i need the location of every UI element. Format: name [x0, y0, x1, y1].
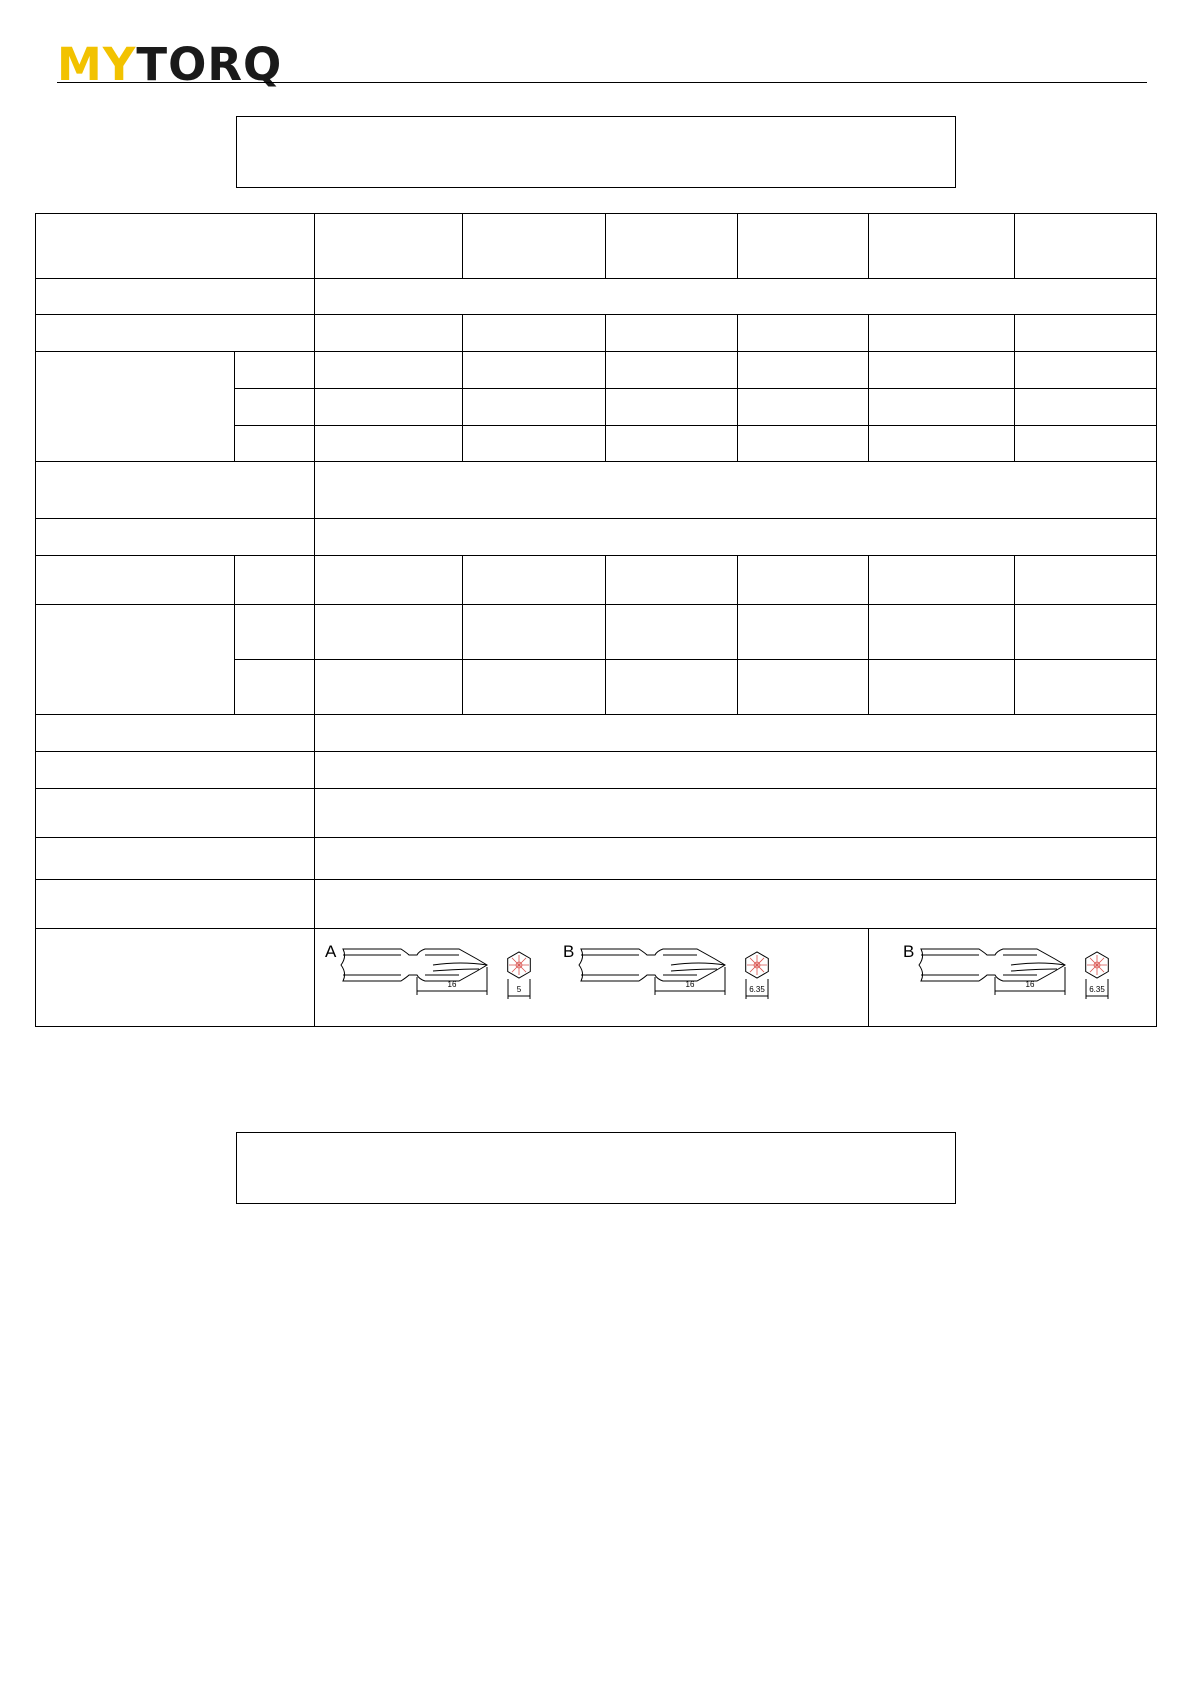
table-cell [738, 660, 869, 715]
bit-shank-outline [341, 949, 487, 981]
table-cell [463, 426, 606, 462]
table-cell [463, 556, 606, 605]
table-cell [315, 880, 1157, 929]
bit-profile [579, 949, 768, 999]
table-row [36, 752, 1157, 789]
table-cell [235, 605, 315, 660]
table-cell [463, 315, 606, 352]
table-row [36, 929, 1157, 1027]
table-cell [869, 389, 1015, 426]
table-cell [738, 605, 869, 660]
bit-flute [671, 969, 717, 971]
table-cell [463, 605, 606, 660]
mytorq-logo [57, 37, 283, 91]
table-cell [36, 715, 315, 752]
bit-flute [1011, 963, 1065, 965]
table-cell [36, 462, 315, 519]
bit-shank-outline [579, 949, 725, 981]
bit-type-letter: B [903, 942, 915, 961]
bit-type-letter: A [325, 942, 337, 961]
table-cell [235, 660, 315, 715]
table-cell [315, 315, 463, 352]
table-cell [869, 352, 1015, 389]
table-cell [869, 426, 1015, 462]
table-cell [1015, 352, 1157, 389]
table-cell [315, 715, 1157, 752]
table-row [36, 279, 1157, 315]
table-cell [606, 352, 738, 389]
table-cell [463, 214, 606, 279]
table-cell [1015, 660, 1157, 715]
table-cell [315, 426, 463, 462]
table-row [36, 556, 1157, 605]
table-cell [606, 605, 738, 660]
table-cell [606, 214, 738, 279]
bit-type-letter: B [563, 942, 575, 961]
logo-part-torq: TORQ [136, 37, 283, 91]
table-cell [1015, 426, 1157, 462]
table-row [36, 519, 1157, 556]
table-cell [315, 838, 1157, 880]
hex-size-label: 6.35 [1089, 985, 1105, 994]
bit-drawing-a [321, 939, 551, 1009]
bit-flute [671, 963, 725, 965]
table-cell [1015, 315, 1157, 352]
table-cell [315, 789, 1157, 838]
table-cell [315, 605, 463, 660]
table-cell [606, 426, 738, 462]
bit-flute [433, 969, 479, 971]
table-cell [36, 279, 315, 315]
bit-profile [341, 949, 530, 999]
table-row [36, 838, 1157, 880]
table-cell [36, 752, 315, 789]
table-cell [463, 660, 606, 715]
hex-size-label: 5 [516, 985, 522, 994]
drawing-cell-b2 [869, 929, 1157, 1027]
table-cell [1015, 389, 1157, 426]
bit-flute [433, 963, 487, 965]
bit-shank-outline [919, 949, 1065, 981]
hex-center-marks [509, 955, 529, 975]
table-cell [1015, 214, 1157, 279]
title-box-top [236, 116, 956, 188]
table-cell [315, 556, 463, 605]
table-cell [315, 352, 463, 389]
title-box-bottom [236, 1132, 956, 1204]
table-cell [1015, 556, 1157, 605]
table-cell [315, 279, 1157, 315]
table-cell [606, 315, 738, 352]
table-cell [36, 519, 315, 556]
hex-center-marks [747, 955, 767, 975]
table-cell [738, 315, 869, 352]
table-cell [36, 556, 235, 605]
table-cell [315, 660, 463, 715]
table-cell [36, 789, 315, 838]
table-cell [36, 880, 315, 929]
table-cell [738, 214, 869, 279]
table-cell [606, 389, 738, 426]
drawing-cell-ab [315, 929, 869, 1027]
table-cell [738, 556, 869, 605]
table-cell [36, 214, 315, 279]
table-cell [36, 838, 315, 880]
table-cell [315, 519, 1157, 556]
table-cell [606, 660, 738, 715]
table-cell [869, 556, 1015, 605]
table-cell [36, 315, 315, 352]
table-row [36, 789, 1157, 838]
table-cell [315, 462, 1157, 519]
table-cell [235, 556, 315, 605]
table-cell [235, 426, 315, 462]
bit-drawing-b-2 [899, 939, 1139, 1009]
bit-flute [1011, 969, 1057, 971]
table-row [36, 462, 1157, 519]
bit-length-label: 16 [685, 980, 695, 989]
table-cell [1015, 605, 1157, 660]
table-cell [738, 426, 869, 462]
table-cell [463, 389, 606, 426]
table-cell [235, 389, 315, 426]
table-cell [36, 929, 315, 1027]
table-cell [315, 214, 463, 279]
table-cell [869, 214, 1015, 279]
table-cell [463, 352, 606, 389]
table-cell [869, 315, 1015, 352]
table-row [36, 715, 1157, 752]
bit-length-label: 16 [1025, 980, 1035, 989]
table-row [36, 352, 1157, 389]
table-cell [36, 352, 235, 462]
spec-table [35, 213, 1157, 1027]
bit-length-label: 16 [447, 980, 457, 989]
table-cell [869, 605, 1015, 660]
table-cell [315, 389, 463, 426]
table-cell [36, 605, 235, 715]
table-cell [235, 352, 315, 389]
table-cell [738, 352, 869, 389]
hex-size-label: 6.35 [749, 985, 765, 994]
header-rule [57, 82, 1147, 83]
table-row [36, 214, 1157, 279]
table-row [36, 315, 1157, 352]
hex-center-marks [1087, 955, 1107, 975]
bit-profile [919, 949, 1108, 999]
table-cell [606, 556, 738, 605]
logo-part-my: MY [57, 37, 137, 91]
table-cell [869, 660, 1015, 715]
table-cell [738, 389, 869, 426]
table-row [36, 605, 1157, 660]
table-cell [315, 752, 1157, 789]
bit-drawing-b [559, 939, 799, 1009]
table-row [36, 880, 1157, 929]
